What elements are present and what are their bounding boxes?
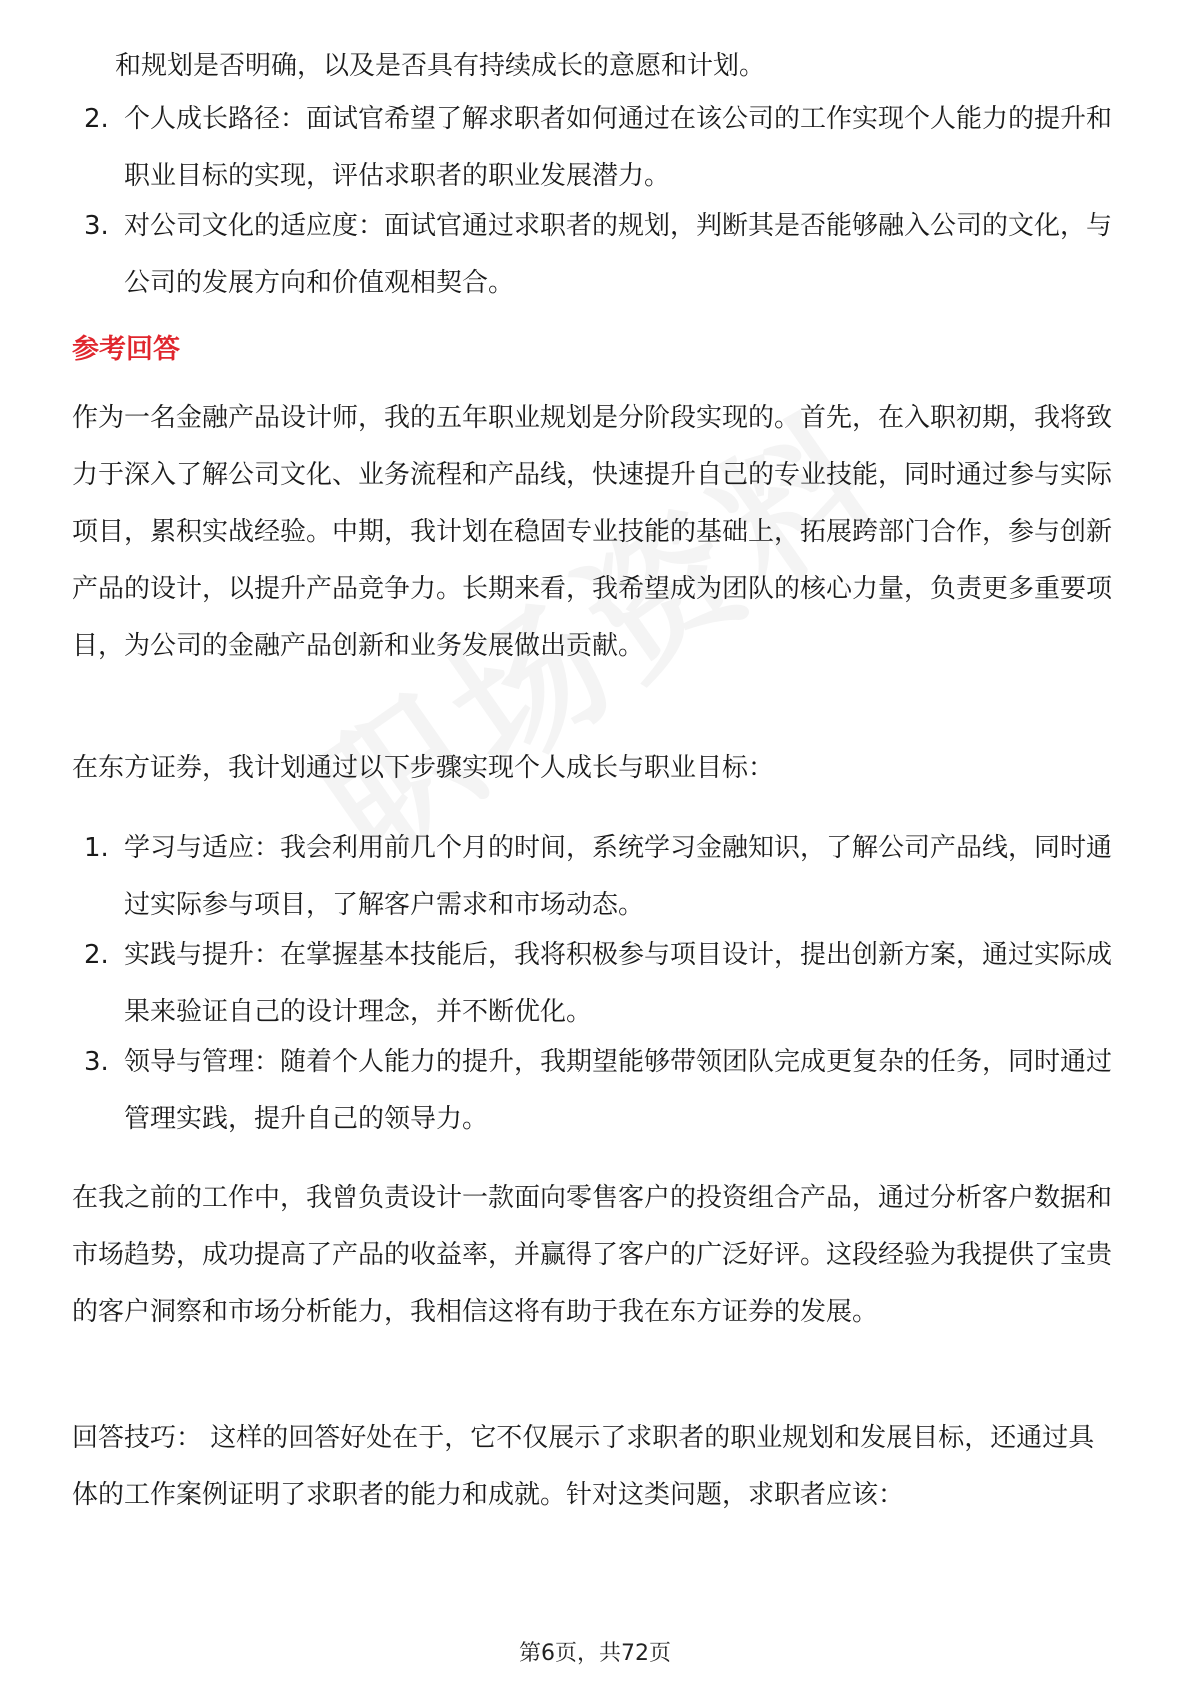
section-heading: 参考回答 — [72, 334, 180, 365]
list-number: 2. — [84, 104, 109, 134]
list-item-text: 对公司文化的适应度：面试官通过求职者的规划，判断其是否能够融入公司的文化，与公司的发展方向和价值观相契合。 — [124, 211, 1113, 298]
answer-paragraph: 在东方证券，我计划通过以下步骤实现个人成长与职业目标： — [72, 753, 775, 783]
step-item — [84, 1034, 1124, 1148]
step-item — [84, 820, 1124, 934]
list-number: 2. — [84, 940, 109, 970]
criteria-item — [84, 91, 1124, 205]
criteria-item — [84, 198, 1124, 312]
answer-paragraph: 在我之前的工作中，我曾负责设计一款面向零售客户的投资组合产品，通过分析客户数据和市场趋势，成功提高了产品的收益率，并赢得了客户的广泛好评。这段经验为我提供了宝贵的客户洞察和市场分析能力，我相信这将有助于我在东方证券的发展。 — [72, 1183, 1113, 1327]
tips-paragraph: 回答技巧： 这样的回答好处在于，它不仅展示了求职者的职业规划和发展目标，还通过具体的工作案例证明了求职者的能力和成就。针对这类问题，求职者应该： — [72, 1423, 1095, 1510]
list-item-text: 实践与提升：在掌握基本技能后，我将积极参与项目设计，提出创新方案，通过实际成果来验证自己的设计理念，并不断优化。 — [124, 940, 1113, 1027]
page-number-footer: 第6页，共72页 — [519, 1641, 671, 1666]
list-number: 1. — [84, 833, 109, 863]
criteria-continuation-text: 和规划是否明确，以及是否具有持续成长的意愿和计划。 — [115, 51, 766, 81]
list-item-text: 领导与管理：随着个人能力的提升，我期望能够带领团队完成更复杂的任务，同时通过管理实践，提升自己的领导力。 — [124, 1047, 1113, 1134]
list-item-text: 学习与适应：我会利用前几个月的时间，系统学习金融知识，了解公司产品线，同时通过实际参与项目，了解客户需求和市场动态。 — [124, 833, 1113, 920]
list-item-text: 个人成长路径：面试官希望了解求职者如何通过在该公司的工作实现个人能力的提升和职业目标的实现，评估求职者的职业发展潜力。 — [124, 104, 1113, 191]
step-item — [84, 927, 1124, 1041]
answer-paragraph: 作为一名金融产品设计师，我的五年职业规划是分阶段实现的。首先，在入职初期，我将致力于深入了解公司文化、业务流程和产品线，快速提升自己的专业技能，同时通过参与实际项目，累积实战经验。中期，我计划在稳固专业技能的基础上，拓展跨部门合作，参与创新产品的设计，以提升产品竞争力。长期来看，我希望成为团队的核心力量，负责更多重要项目，为公司的金融产品创新和业务发展做出贡献。 — [72, 403, 1113, 661]
list-number: 3. — [84, 1047, 109, 1077]
list-number: 3. — [84, 211, 109, 241]
